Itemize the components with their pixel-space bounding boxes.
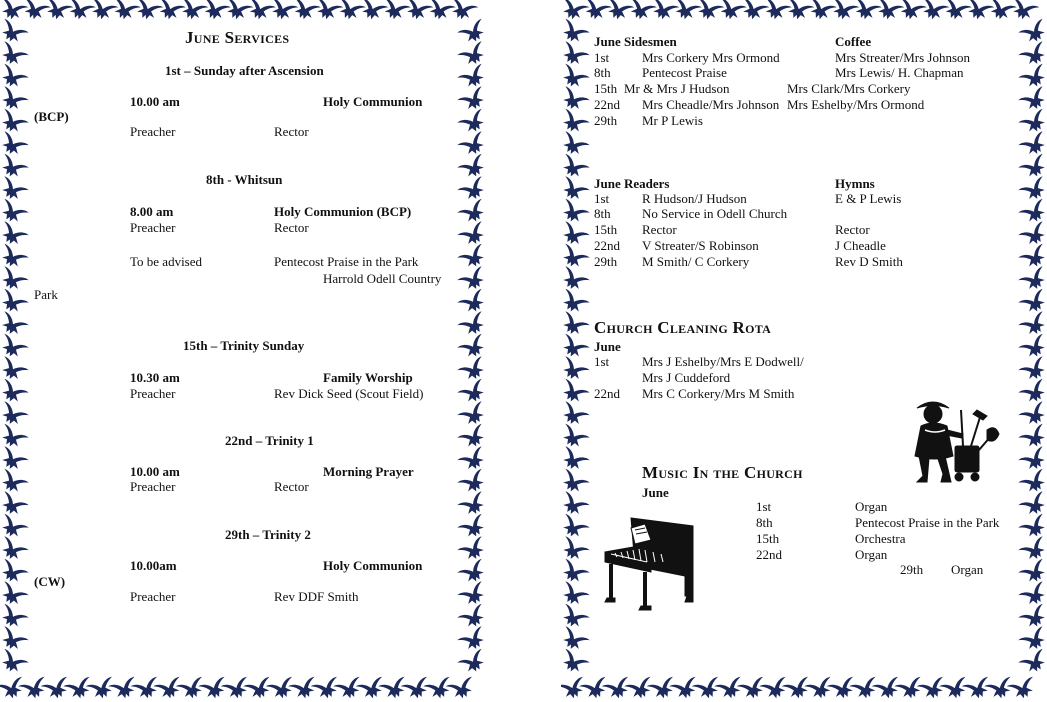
bird-icon	[962, 677, 994, 702]
bird-icon	[985, 0, 1017, 23]
bird-icon	[457, 176, 486, 205]
bird-icon	[1018, 41, 1047, 70]
cleaning-date: 22nd	[594, 386, 620, 401]
bird-icon	[1018, 648, 1047, 677]
bird-icon	[0, 311, 29, 340]
music-item: Organ	[951, 562, 984, 577]
service-5-preacher-label: Preacher	[130, 589, 176, 604]
bird-icon	[457, 198, 486, 227]
service-2-extra-place-cont: Park	[34, 287, 58, 302]
bird-icon	[0, 333, 29, 362]
bird-icon	[579, 677, 611, 702]
bird-icon	[0, 266, 29, 295]
bird-icon	[266, 0, 298, 23]
service-2-extra-place: Harrold Odell Country	[323, 271, 442, 286]
bird-icon	[561, 0, 589, 23]
bird-icon	[108, 677, 140, 702]
bird-icon	[423, 677, 455, 702]
hymns-name: Rev D Smith	[835, 254, 903, 269]
service-3-preacher: Rev Dick Seed (Scout Field)	[274, 386, 424, 401]
bird-icon	[457, 243, 486, 272]
reader-name: V Streater/S Robinson	[642, 238, 759, 253]
bird-icon	[1018, 198, 1047, 227]
service-5-rite: (CW)	[34, 574, 66, 589]
bird-icon	[0, 378, 29, 407]
bird-icon	[457, 108, 486, 137]
cleaning-name: Mrs C Corkery/Mrs M Smith	[642, 386, 795, 401]
sidesmen-date: 8th	[594, 65, 611, 80]
bird-icon	[561, 221, 590, 250]
bird-icon	[311, 677, 343, 702]
bird-icon	[457, 86, 486, 115]
bird-icon	[714, 677, 746, 702]
bird-icon	[561, 108, 590, 137]
bird-icon	[1018, 581, 1047, 610]
bird-icon	[1018, 153, 1047, 182]
bird-icon	[1018, 86, 1047, 115]
bird-icon	[939, 677, 971, 702]
bird-icon	[457, 221, 486, 250]
bird-icon	[602, 677, 634, 702]
bird-icon	[1018, 221, 1047, 250]
hymns-name: E & P Lewis	[835, 191, 902, 206]
bird-icon	[457, 41, 486, 70]
music-date: 8th	[756, 515, 773, 530]
bird-icon	[561, 648, 590, 677]
bird-icon	[333, 677, 365, 702]
left-page	[0, 0, 486, 702]
bird-icon	[782, 0, 814, 23]
bird-icon	[850, 0, 882, 23]
bird-icon	[561, 446, 590, 475]
bird-icon	[561, 581, 590, 610]
bird-icon	[0, 41, 29, 70]
bird-icon	[457, 288, 486, 317]
service-3-name: Family Worship	[323, 370, 413, 385]
service-2-extra-time: To be advised	[130, 254, 203, 269]
music-item: Organ	[855, 547, 888, 562]
bird-icon	[827, 677, 859, 702]
service-2-name: Holy Communion (BCP)	[274, 204, 412, 219]
bird-icon	[457, 378, 486, 407]
bird-icon	[561, 333, 590, 362]
bird-icon	[962, 0, 994, 23]
bird-icon	[288, 677, 320, 702]
cleaner-illustration	[907, 400, 1003, 488]
music-item: Organ	[855, 499, 888, 514]
service-5-name: Holy Communion	[323, 558, 423, 573]
bird-icon	[457, 581, 486, 610]
bird-icon	[561, 536, 590, 565]
service-1-name: Holy Communion	[323, 94, 423, 109]
bird-icon	[457, 63, 486, 92]
readers-date: 29th	[594, 254, 618, 269]
right-page	[561, 0, 1047, 702]
bird-icon	[759, 677, 791, 702]
sidesmen-date: 15th	[594, 81, 618, 96]
reader-name: Rector	[642, 222, 677, 237]
bird-icon	[457, 626, 486, 655]
bird-icon	[153, 677, 185, 702]
bird-icon	[243, 677, 275, 702]
bird-icon	[457, 311, 486, 340]
bird-icon	[917, 0, 949, 23]
bird-icon	[782, 677, 814, 702]
bird-icon	[334, 0, 366, 23]
bird-icon	[1007, 0, 1039, 23]
service-3-preacher-label: Preacher	[130, 386, 176, 401]
music-item: Pentecost Praise in the Park	[855, 515, 1000, 530]
bird-icon	[561, 603, 590, 632]
sidesmen-heading: June Sidesmen	[594, 34, 677, 49]
bird-icon	[457, 356, 486, 385]
bird-icon	[561, 513, 590, 542]
bird-icon	[1018, 108, 1047, 137]
service-2-extra-service: Pentecost Praise in the Park	[274, 254, 419, 269]
music-date: 1st	[756, 499, 772, 514]
bird-icon	[446, 0, 478, 23]
bird-icon	[0, 86, 29, 115]
hymns-name: J Cheadle	[835, 238, 886, 253]
bird-icon	[561, 153, 590, 182]
service-4-heading: 22nd – Trinity 1	[225, 433, 314, 448]
bird-icon	[64, 0, 96, 23]
service-4-preacher: Rector	[274, 479, 309, 494]
coffee-name: Mrs Eshelby/Mrs Ormond	[787, 97, 925, 112]
readers-date: 22nd	[594, 238, 620, 253]
bird-icon	[401, 0, 433, 23]
page-title: June Services	[185, 28, 290, 47]
bird-icon	[1018, 558, 1047, 587]
service-3-time: 10.30 am	[130, 370, 180, 385]
bird-icon	[1018, 626, 1047, 655]
coffee-name: Mrs Streater/Mrs Johnson	[835, 50, 971, 65]
bird-icon	[715, 0, 747, 23]
bird-icon	[561, 176, 590, 205]
service-5-preacher: Rev DDF Smith	[274, 589, 359, 604]
sidesmen-name: Mr P Lewis	[642, 113, 703, 128]
bird-icon	[561, 41, 590, 70]
bird-icon	[457, 423, 486, 452]
service-4-name: Morning Prayer	[323, 464, 414, 479]
bird-icon	[895, 0, 927, 23]
bird-icon	[457, 491, 486, 520]
bird-icon	[0, 401, 29, 430]
bird-icon	[849, 677, 881, 702]
bird-icon	[0, 603, 29, 632]
bird-icon	[1018, 468, 1047, 497]
coffee-name: Mrs Lewis/ H. Chapman	[835, 65, 964, 80]
bird-icon	[0, 513, 29, 542]
bird-icon	[0, 356, 29, 385]
bird-icon	[940, 0, 972, 23]
readers-date: 8th	[594, 206, 611, 221]
bird-icon	[561, 131, 590, 160]
music-title: Music In the Church	[642, 463, 803, 482]
service-1-rite: (BCP)	[34, 109, 69, 124]
bird-icon	[446, 677, 478, 702]
bird-icon	[561, 356, 590, 385]
sidesmen-date: 29th	[594, 113, 618, 128]
bird-icon	[378, 677, 410, 702]
service-2-preacher: Rector	[274, 220, 309, 235]
bird-icon	[1018, 401, 1047, 430]
bird-icon	[625, 0, 657, 23]
bird-icon	[1018, 63, 1047, 92]
bird-icon	[561, 311, 590, 340]
bird-icon	[176, 0, 208, 23]
bird-icon	[602, 0, 634, 23]
bird-icon	[0, 423, 29, 452]
cleaning-name-cont: Mrs J Cuddeford	[642, 370, 731, 385]
bird-icon	[311, 0, 343, 23]
bird-icon	[457, 446, 486, 475]
bird-icon	[561, 626, 590, 655]
bird-icon	[356, 677, 388, 702]
bird-icon	[0, 243, 29, 272]
service-1-preacher: Rector	[274, 124, 309, 139]
service-1-heading: 1st – Sunday after Ascension	[165, 63, 324, 78]
bird-icon	[0, 18, 29, 47]
bird-icon	[457, 18, 486, 47]
bird-icon	[561, 86, 590, 115]
bird-icon	[18, 677, 50, 702]
bird-icon	[561, 63, 590, 92]
bird-icon	[561, 401, 590, 430]
bird-icon	[457, 536, 486, 565]
service-3-heading: 15th – Trinity Sunday	[183, 338, 305, 353]
readers-date: 15th	[594, 222, 618, 237]
bird-icon	[561, 677, 589, 702]
bird-icon	[561, 423, 590, 452]
bird-icon	[561, 18, 590, 47]
bird-icon	[737, 677, 769, 702]
bird-icon	[131, 0, 163, 23]
bird-icon	[827, 0, 859, 23]
bird-icon	[647, 0, 679, 23]
bird-icon	[0, 626, 29, 655]
bird-icon	[401, 677, 433, 702]
bird-icon	[457, 266, 486, 295]
service-2-time: 8.00 am	[130, 204, 174, 219]
music-date: 15th	[756, 531, 780, 546]
bird-icon	[0, 288, 29, 317]
bird-icon	[0, 677, 28, 702]
sidesmen-date: 22nd	[594, 97, 620, 112]
bird-icon	[0, 536, 29, 565]
bird-icon	[0, 468, 29, 497]
bird-icon	[872, 0, 904, 23]
bird-icon	[1018, 18, 1047, 47]
bird-icon	[0, 491, 29, 520]
bird-icon	[561, 378, 590, 407]
sidesmen-date: 1st	[594, 50, 610, 65]
readers-date: 1st	[594, 191, 610, 206]
bird-icon	[1018, 603, 1047, 632]
bird-icon	[0, 131, 29, 160]
sidesmen-name: Mr & Mrs J Hudson	[624, 81, 730, 96]
cleaning-date: 1st	[594, 354, 610, 369]
bird-icon	[692, 0, 724, 23]
cleaning-month: June	[594, 339, 621, 354]
bird-icon	[109, 0, 141, 23]
service-4-time: 10.00 am	[130, 464, 180, 479]
service-2-heading: 8th - Whitsun	[206, 172, 283, 187]
bird-icon	[1018, 378, 1047, 407]
bird-icon	[0, 63, 29, 92]
service-2-preacher-label: Preacher	[130, 220, 176, 235]
bird-icon	[244, 0, 276, 23]
bird-icon	[670, 0, 702, 23]
hymns-heading: Hymns	[835, 176, 875, 191]
bird-icon	[19, 0, 51, 23]
bird-icon	[0, 581, 29, 610]
bird-icon	[379, 0, 411, 23]
bird-icon	[86, 0, 118, 23]
bird-icon	[1018, 131, 1047, 160]
bird-icon	[457, 513, 486, 542]
sidesmen-name: Mrs Corkery Mrs Ormond	[642, 50, 780, 65]
service-5-time: 10.00am	[130, 558, 177, 573]
music-item: Orchestra	[855, 531, 906, 546]
bird-icon	[561, 288, 590, 317]
bird-icon	[356, 0, 388, 23]
service-1-preacher-label: Preacher	[130, 124, 176, 139]
bird-icon	[0, 648, 29, 677]
bird-icon	[0, 153, 29, 182]
bird-icon	[805, 0, 837, 23]
bird-icon	[561, 198, 590, 227]
bird-icon	[647, 677, 679, 702]
bird-icon	[1018, 356, 1047, 385]
bird-icon	[1018, 513, 1047, 542]
bird-icon	[669, 677, 701, 702]
reader-name: M Smith/ C Corkery	[642, 254, 750, 269]
bird-icon	[457, 603, 486, 632]
bird-icon	[1018, 266, 1047, 295]
service-5-heading: 29th – Trinity 2	[225, 527, 311, 542]
bird-icon	[63, 677, 95, 702]
coffee-name: Mrs Clark/Mrs Corkery	[787, 81, 911, 96]
bird-icon	[872, 677, 904, 702]
bird-icon	[1018, 446, 1047, 475]
bird-icon	[1018, 288, 1047, 317]
bird-icon	[624, 677, 656, 702]
bird-icon	[804, 677, 836, 702]
bird-icon	[1007, 677, 1039, 702]
bird-icon	[1018, 176, 1047, 205]
readers-heading: June Readers	[594, 176, 670, 191]
bird-icon	[154, 0, 186, 23]
bird-icon	[692, 677, 724, 702]
bird-icon	[266, 677, 298, 702]
bird-icon	[221, 0, 253, 23]
hymns-name: Rector	[835, 222, 870, 237]
bird-icon	[0, 446, 29, 475]
bird-icon	[984, 677, 1016, 702]
bird-icon	[457, 558, 486, 587]
cleaning-name: Mrs J Eshelby/Mrs E Dodwell/	[642, 354, 804, 369]
bird-icon	[561, 468, 590, 497]
bird-icon	[457, 333, 486, 362]
bird-icon	[0, 221, 29, 250]
bird-icon	[1018, 423, 1047, 452]
bird-icon	[289, 0, 321, 23]
bird-icon	[1018, 536, 1047, 565]
bird-icon	[457, 153, 486, 182]
bird-icon	[561, 243, 590, 272]
bird-icon	[457, 648, 486, 677]
service-1-time: 10.00 am	[130, 94, 180, 109]
coffee-heading: Coffee	[835, 34, 872, 49]
reader-name: R Hudson/J Hudson	[642, 191, 747, 206]
sidesmen-name: Pentecost Praise	[642, 65, 727, 80]
bird-icon	[561, 491, 590, 520]
bird-icon	[176, 677, 208, 702]
cleaning-rota-title: Church Cleaning Rota	[594, 318, 772, 337]
bird-icon	[0, 108, 29, 137]
bird-icon	[580, 0, 612, 23]
bird-icon	[561, 558, 590, 587]
bird-icon	[457, 468, 486, 497]
music-date: 29th	[900, 562, 924, 577]
bird-icon	[424, 0, 456, 23]
bird-icon	[86, 677, 118, 702]
bird-icon	[760, 0, 792, 23]
service-4-preacher-label: Preacher	[130, 479, 176, 494]
bird-icon	[131, 677, 163, 702]
bird-icon	[199, 0, 231, 23]
bird-icon	[1018, 243, 1047, 272]
bird-icon	[737, 0, 769, 23]
bird-icon	[457, 131, 486, 160]
bird-icon	[0, 0, 28, 23]
bird-icon	[0, 558, 29, 587]
piano-illustration	[601, 512, 701, 612]
bird-icon	[0, 198, 29, 227]
bird-icon	[1018, 333, 1047, 362]
sidesmen-name: Mrs Cheadle/Mrs Johnson	[642, 97, 780, 112]
bird-icon	[561, 266, 590, 295]
bird-icon	[0, 176, 29, 205]
bird-icon	[198, 677, 230, 702]
bird-icon	[41, 677, 73, 702]
bird-icon	[1018, 491, 1047, 520]
bird-icon	[221, 677, 253, 702]
music-month: June	[642, 485, 669, 500]
bird-icon	[457, 401, 486, 430]
music-date: 22nd	[756, 547, 782, 562]
bird-icon	[41, 0, 73, 23]
reader-name: No Service in Odell Church	[642, 206, 788, 221]
bird-icon	[1018, 311, 1047, 340]
bird-icon	[917, 677, 949, 702]
bird-icon	[894, 677, 926, 702]
